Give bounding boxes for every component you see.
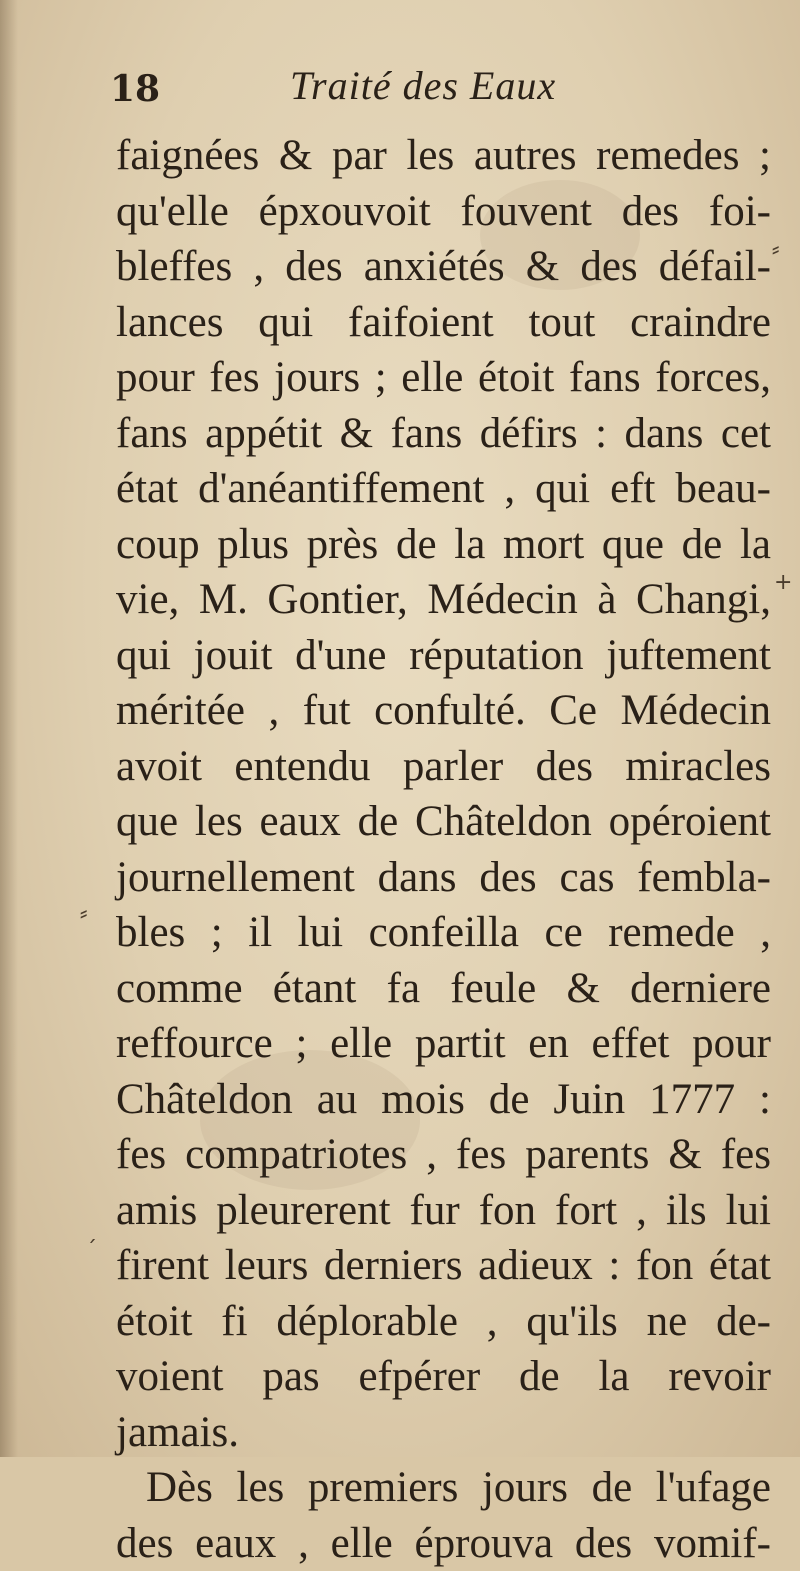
text-line: qui jouit d'une réputation juftement bbox=[116, 628, 771, 684]
text-line: fans appétit & fans défirs : dans cet bbox=[116, 406, 771, 462]
page-header bbox=[110, 58, 750, 118]
page-number: 18 bbox=[110, 68, 160, 110]
text-line: état d'anéantiffement , qui eft beau- bbox=[116, 461, 771, 517]
text-line: qu'elle épxouvoit fouvent des foi- bbox=[116, 184, 771, 240]
text-line: voient pas efpérer de la revoir bbox=[116, 1349, 771, 1405]
text-line: fes compatriotes , fes parents & fes bbox=[116, 1127, 771, 1183]
text-line: bles ; il lui confeilla ce remede , bbox=[116, 905, 771, 961]
text-line: Châteldon au mois de Juin 1777 : bbox=[116, 1072, 771, 1128]
running-title: Traité des Eaux bbox=[290, 62, 556, 109]
text-line: amis pleurerent fur fon fort , ils lui bbox=[116, 1183, 771, 1239]
margin-mark-icon: + bbox=[774, 570, 792, 595]
text-line: méritée , fut confulté. Ce Médecin bbox=[116, 683, 771, 739]
text-line: faignées & par les autres remedes ; bbox=[116, 128, 771, 184]
text-line: des eaux , elle éprouva des vomif- bbox=[116, 1516, 771, 1571]
margin-mark-icon: ˊ bbox=[86, 1238, 97, 1263]
margin-mark-icon: ⸗ bbox=[80, 900, 87, 926]
text-line: pour fes jours ; elle étoit fans forces, bbox=[116, 350, 771, 406]
text-line: firent leurs derniers adieux : fon état bbox=[116, 1238, 771, 1294]
body-text bbox=[116, 128, 771, 1571]
text-line: que les eaux de Châteldon opéroient bbox=[116, 794, 771, 850]
margin-mark-icon: ⸗ bbox=[772, 236, 779, 262]
text-line: vie, M. Gontier, Médecin à Changi, bbox=[116, 572, 771, 628]
text-line: bleffes , des anxiétés & des défail- bbox=[116, 239, 771, 295]
text-line: étoit fi déplorable , qu'ils ne de- bbox=[116, 1294, 771, 1350]
text-line: journellement dans des cas fembla- bbox=[116, 850, 771, 906]
text-line: coup plus près de la mort que de la bbox=[116, 517, 771, 573]
text-line: comme étant fa feule & derniere bbox=[116, 961, 771, 1017]
text-line: jamais. bbox=[116, 1405, 771, 1461]
text-line: reffource ; elle partit en effet pour bbox=[116, 1016, 771, 1072]
paragraph-start-line: Dès les premiers jours de l'ufage bbox=[116, 1460, 771, 1516]
gutter-shadow bbox=[0, 0, 18, 1457]
text-line: lances qui faifoient tout craindre bbox=[116, 295, 771, 351]
text-line: avoit entendu parler des miracles bbox=[116, 739, 771, 795]
